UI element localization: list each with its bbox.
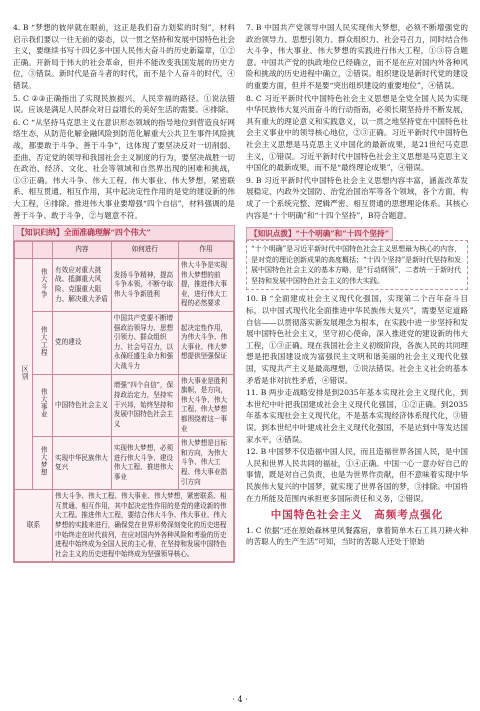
knowledge-summary-box xyxy=(13,241,235,563)
row-name: 伟大斗争 xyxy=(39,268,48,299)
cell-role: 起决定性作用，为伟大斗争、伟大事业、伟大梦想提供坚强保证 xyxy=(178,312,233,375)
answer-12: 12. B 中国梦不仅造福中国人民，而且造福世界各国人民，是中国人民和世界人民共同的福祉，①④正确。中国一心一意办好自己的事情，既是对自己负责，也是为世界作贡献，但不意味着实现中华民族伟大复兴的中国梦，就实现了世界各国的梦，③排除。中国将在力所能及范围内承担更多国际责任和义务，②错误。 xyxy=(246,447,468,503)
link-label: 联系 xyxy=(15,490,53,562)
table-row xyxy=(15,374,234,437)
cell-how: 发扬斗争精神，提高斗争本领，不断夺取伟大斗争新胜利 xyxy=(111,259,178,312)
section-title: 中国特色社会主义 高频考点强化 xyxy=(270,509,444,522)
header-how: 如何进行 xyxy=(111,242,178,259)
four-great-table xyxy=(14,241,234,562)
category-label: 区别 xyxy=(20,364,29,380)
table-row xyxy=(15,437,234,490)
cell-content: 有效应对重大挑战、抵御重大风险、克服重大阻力、解决重大矛盾 xyxy=(53,259,112,312)
table-row-link xyxy=(15,490,234,562)
cell-role: 伟大斗争是实现伟大梦想的前提，推进伟大事业，进行伟大工程的必然要求 xyxy=(178,259,233,312)
cell-how: 增强“四个自信”，保持政治定力，坚持实干兴邦，始终坚持和发展中国特色社会主义 xyxy=(111,374,178,437)
table-row xyxy=(15,259,234,312)
answer-7: 7. B 中国共产党领导中国人民实现伟大梦想，必须不断增强党的政治领导力、思想引领力、群众组织力、社会号召力，同时结合伟大斗争、伟大事业、伟大梦想的实践进行伟大工程，①③符合题意。中国共产党的执政地位已经确立，而不是在应对国内外各种风险和挑战的历史进程中确立，②错误。组织建设是新时代党的建设的重要方面，但并不是要“突出组织建设的重要地位”，④错误。 xyxy=(246,23,468,90)
table-row xyxy=(15,312,234,375)
cell-content: 实现中华民族伟大复兴 xyxy=(53,437,112,490)
row-name: 伟大事业 xyxy=(39,388,48,419)
answer-11: 11. B 两步走战略安排是到2035年基本实现社会主义现代化，到本世纪中叶把我国建成社会主义现代化强国，①②正确。到2035年基本实现社会主义现代化，不是基本实现经济体系现代化，③错误。到本世纪中叶建成社会主义现代化强国，不是达到中等发达国家水平，④错误。 xyxy=(246,388,468,444)
answer-9: 9. B 习近平新时代中国特色社会主义思想内容丰富，涵盖改革发展稳定、内政外交国防、治党治国治军等各个领域，各个方面，构成了一个系统完整、逻辑严密、相互贯通的思想理论体系。其核心内容是“十个明确”和“十四个坚持”，B符合题意。 xyxy=(246,175,468,220)
link-text: 伟大斗争、伟大工程、伟大事业、伟大梦想，紧密联系、相互贯通、相互作用，其中起决定性作用的是党的建设新的伟大工程。推进伟大工程，要结合伟大斗争、伟大事业、伟大梦想的实践来进行，确保党在世界形势深刻变化的历史进程中始终走在时代前列，在应对国内外各种风险和考验的历史进程中始终成为全国人民的主心骨，在坚持和发展中国特色社会主义的历史进程中始终成为坚强领导核心。 xyxy=(53,490,234,562)
knowledge-summary-title: 【知识归纳】全面准确理解“四个伟大” xyxy=(13,225,235,241)
knowledge-tip-title: 【知识点拨】“十个明确”和“十四个坚持” xyxy=(246,227,393,240)
row-name: 伟大梦想 xyxy=(39,446,48,477)
cell-content: 党的建设 xyxy=(53,312,112,375)
answer-5: 5. C ②③正确指出了实现民族振兴，人民幸福的路径。①说法错误。应该是满足人民群众对日益增长的美好生活的需要。④排除。 xyxy=(13,93,235,115)
answer-8: 8. C 习近平新时代中国特色社会主义思想是全党全国人民为实现中华民族伟大复兴而奋斗的行动指南，必须长期坚持并不断发展，具有重大的理论意义和实践意义，以一贯之地坚持党在中国特色社会主义事业中的领导核心地位，②③正确。习近平新时代中国特色社会主义思想是马克思主义中国化的最新成果，是21世纪马克思主义，①错误。习近平新时代中国特色社会主义思想是马克思主义中国化的最新成果，而不是“最终理论成果”，④错误。 xyxy=(246,93,468,173)
right-column xyxy=(246,22,468,549)
header-role: 作用 xyxy=(178,242,233,259)
answer-4: 4. B “梦想的彼岸就在眼前，这正是我们奋力划桨的时刻”，材料启示我们要以一往无前的姿态，以一贯之坚持和发展中国特色社会主义，要继续书写十四亿多中国人民伟大奋斗的历史新篇章，①②正确。开新局于伟大的社会革命，但并不能改变我国发展的历史方位，③错误。新时代是奋斗者的时代，而不是个人奋斗的时代，④错误。 xyxy=(13,23,235,90)
cell-role: 伟大事业是胜利旗帜，是方向，伟大斗争、伟大工程、伟大梦想都围绕着这一事业 xyxy=(178,374,233,437)
knowledge-tip-body: “十个明确”是习近平新时代中国特色社会主义思想最为核心的内容，是对党的理论创新成果的高度概括；“十四个坚持”是新时代坚持和发展中国特色社会主义的基本方略，是“行动纲领”，二者统一于新时代坚持和发展中国特色社会主义的伟大实践。 xyxy=(246,240,468,290)
cell-role: 伟大梦想是目标和方向，为伟大斗争、伟大工程、伟大事业指引方向 xyxy=(178,437,233,490)
cell-how: 中国共产党要不断增强政治领导力、思想引领力、群众组织力、社会号召力，以永葆旺盛生命力和强大战斗力 xyxy=(111,312,178,375)
page-number: · 4 · xyxy=(232,695,248,704)
answer-6: 6. C “从坚持马克思主义在意识形态领域的指导地位到营造良好网络生态，从防范化解金融风险到防范化解重大公共卫生事件风险挑战，都要敢于斗争、善于斗争”，这体现了要坚决反对一切削弱、歪曲、否定党的领导和我国社会主义制度的行为，要坚决战胜一切在政治、经济、文化、社会等领域和自然界出现的困难和挑战，①③正确。伟大斗争、伟大工程、伟大事业、伟大梦想，紧密联系、相互贯通、相互作用，其中起决定性作用的是党的建设新的伟大工程，④排除。推进伟大事业要增强“四个自信”，材料强调的是善于斗争、敢于斗争，②与题意不符。 xyxy=(13,117,235,220)
left-column xyxy=(13,22,235,563)
section-answer-1: 1. C 依据“还在原始森林里风餐露宿，拿着简单木石工具刀耕火种的苦聪人的生产生活”可知，当时的苦聪人还处于原始 xyxy=(246,525,468,547)
header-content: 内容 xyxy=(53,242,112,259)
row-name: 伟大工程 xyxy=(39,325,48,357)
cell-how: 实现伟大梦想，必须进行伟大斗争、建设伟大工程、推进伟大事业 xyxy=(111,437,178,490)
cell-content: 中国特色社会主义 xyxy=(53,374,112,437)
answer-10: 10. B “全面建成社会主义现代化强国，实现第二个百年奋斗目标，以中国式现代化全面推进中华民族伟大复兴”，需要坚定道路自信——以贯彻落实新发展理念为根本，在实践中进一步坚持和发展中国特色社会主义，坚守初心使命，深入推进党的建设新的伟大工程，①③正确。现在我国社会主义初级阶段，各族人民的共同理想是把我国建设成为富强民主文明和谐美丽的社会主义现代化强国，实现共产主义是最高理想，②说法错误。社会主义社会的基本矛盾是非对抗性矛盾，④错误。 xyxy=(246,294,468,385)
